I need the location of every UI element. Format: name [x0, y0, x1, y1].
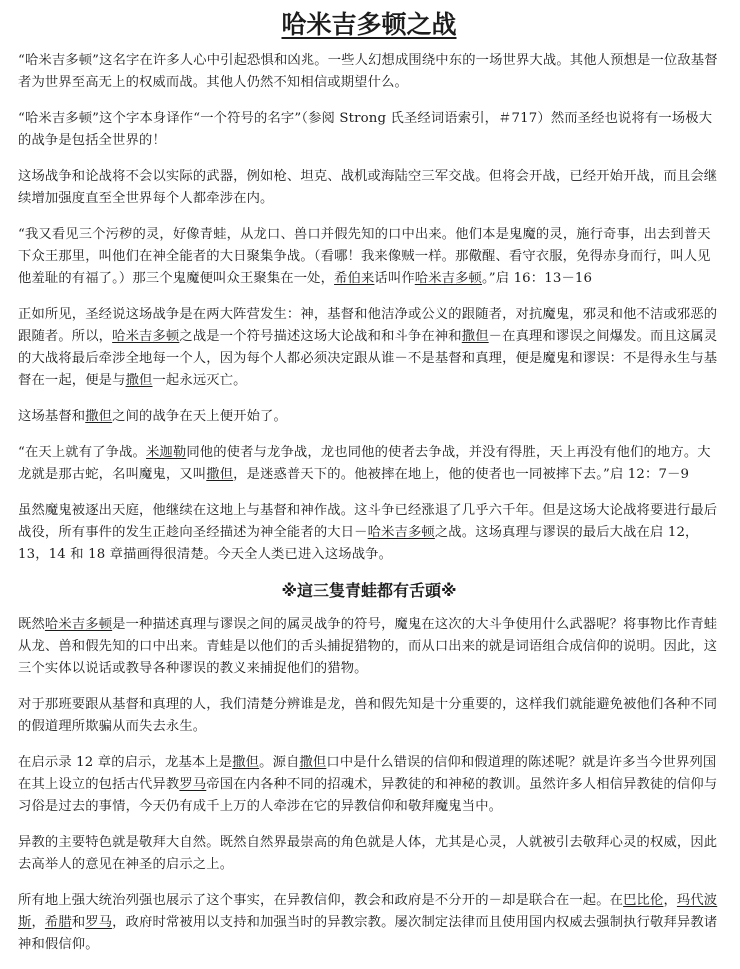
- underlined-term: 玛代波斯: [18, 893, 718, 930]
- paragraph-text: 之间的战争在天上便开始了。: [112, 409, 287, 424]
- paragraph-text: 口中是什么错误的信仰和假道理的陈述呢？就是许多当今世界列国在其上设立的包括古代异教: [18, 755, 717, 792]
- paragraph-text: 帝国在内各种不同的招魂术，异教徒的和神秘的教训。虽然许多人相信异教徒的信仰与习俗是过去的事情，今天仍有成千上万的人牵涉在它的异教信仰和敬拜魔鬼当中。: [18, 777, 718, 814]
- paragraph-text: 是一种描述真理与谬误之间的属灵战争的符号，魔鬼在这次的大斗争使用什么武器呢？将事物比作青蛙从龙、兽和假先知的口中出来。青蛙是以他们的舌头捕捉猎物的，而从口出来的就是词语组合成信仰的说明。因此，这三个实体以说话或教导各种谬误的教义来捕捉他们的猎物。: [18, 617, 718, 676]
- paragraph-text: 同他的使者与龙争战，龙也同他的使者去争战，并没有得胜，天上再没有他们的地方。大龙就是那古蛇，名叫魔鬼，又叫: [18, 445, 711, 482]
- paragraph-8: [18, 500, 720, 566]
- underlined-term: 撒但: [461, 329, 489, 344]
- underlined-term: 巴比伦: [623, 893, 664, 908]
- paragraph-text: 对于那班要跟从基督和真理的人，我们清楚分辨谁是龙，兽和假先知是十分重要的，这样我们就能避免被他们各种不同的假道理所欺骗从而失去永生。: [18, 697, 718, 734]
- paragraph-text: 在启示录 12 章的启示，龙基本上是: [18, 755, 233, 770]
- paragraph-text: 。源自: [259, 755, 300, 770]
- paragraph-3: [18, 166, 720, 210]
- underlined-term: 罗马: [85, 915, 113, 930]
- paragraph-text: 之战。这场真理与谬误的最后大战在启 12，13，14 和 18 章描画得很清楚。今天全人类已进入这场战争。: [18, 525, 699, 562]
- paragraph-2: [18, 108, 720, 152]
- paragraph-text: 之战是一个符号描述这场大论战和和斗争在神和: [179, 329, 462, 344]
- paragraph-11: [18, 752, 720, 818]
- paragraph-4: [18, 224, 720, 290]
- paragraph-text: ，是迷惑普天下的。他被摔在地上，他的使者也一同被摔下去。”启 12：7－9: [233, 467, 690, 482]
- paragraph-text: 异教的主要特色就是敬拜大自然。既然自然界最崇高的角色就是人体，尤其是心灵，人就被引去敬拜心灵的权威，因此去高举人的意见在神圣的启示之上。: [18, 835, 718, 872]
- underlined-term: 撒但: [206, 467, 234, 482]
- paragraph-text: 话叫作: [374, 271, 415, 286]
- section-subtitle: ※這三隻青蛙都有舌頭※: [281, 581, 457, 600]
- underlined-term: 撒但: [85, 409, 113, 424]
- paragraph-text: 虽然魔鬼被逐出天庭，他继续在这地上与基督和神作战。这斗争已经涨退了几乎六千年。但是这场大论战将要进行最后战役，所有事件的发生正趁向圣经描述为神全能者的大日－: [18, 503, 718, 540]
- paragraph-text: 这场战争和论战将不会以实际的武器，例如枪、坦克、战机或海陆空三军交战。但将会开战，已经开始开战，而且会继续增加强度直至全世界每个人都牵涉在内。: [18, 169, 718, 206]
- paragraph-text: ，: [31, 915, 45, 930]
- paragraph-9: [18, 614, 720, 680]
- underlined-term: 哈米吉多顿: [414, 271, 482, 286]
- underlined-term: 撒但: [299, 755, 327, 770]
- underlined-term: 希腊: [44, 915, 72, 930]
- underlined-term: 希伯来: [334, 271, 375, 286]
- paragraph-text: ，: [663, 893, 677, 908]
- underlined-term: 罗马: [179, 777, 207, 792]
- document-body: [18, 50, 720, 956]
- paragraph-6: [18, 406, 720, 428]
- page-title: 哈米吉多顿之战: [281, 10, 457, 39]
- paragraph-text: 一起永远灭亡。: [152, 373, 247, 388]
- paragraph-13: [18, 890, 720, 956]
- underlined-term: 哈米吉多顿: [367, 525, 435, 540]
- paragraph-10: [18, 694, 720, 738]
- paragraph-text: 这场基督和: [18, 409, 86, 424]
- paragraph-text: 既然: [18, 617, 45, 632]
- paragraph-5: [18, 304, 720, 392]
- paragraph-text: －在真理和谬误之间爆发。而且这属灵的大战将最后牵涉全地每一个人，因为每个人都必须决定跟从谁－不是基督和真理，便是魔鬼和谬误：不是得永生与基督在一起，便是与: [18, 329, 718, 388]
- paragraph-text: “哈米吉多顿”这个字本身译作“一个符号的名字”（参阅 Strong 氏圣经词语索引，＃717）然而圣经也说将有一场极大的战争是包括全世界的！: [18, 111, 713, 148]
- underlined-term: 哈米吉多顿: [112, 329, 180, 344]
- underlined-term: 撒但: [125, 373, 153, 388]
- paragraph-text: 所有地上强大统治列强也展示了这个事实，在异教信仰，教会和政府是不分开的－却是联合在一起。在: [18, 893, 624, 908]
- underlined-term: 哈米吉多顿: [44, 617, 113, 632]
- paragraph-12: [18, 832, 720, 876]
- paragraph-text: “我又看见三个污秽的灵，好像青蛙，从龙口、兽口并假先知的口中出来。他们本是鬼魔的灵，施行奇事，出去到普天下众王那里，叫他们在神全能者的大日聚集争战。（看哪！我来像贼一样。那儆醒、看守衣服，免得赤身而行，叫人见他羞耻的有福了。）那三个鬼魔便叫众王聚集在一处，: [18, 227, 711, 286]
- paragraph-text: 正如所见，圣经说这场战争是在两大阵营发生：神，基督和他洁净或公义的跟随者，对抗魔鬼，邪灵和他不洁或邪恶的跟随者。所以，: [18, 307, 718, 344]
- paragraph-text: “在天上就有了争战。: [18, 445, 146, 460]
- paragraph-text: 和: [71, 915, 86, 930]
- paragraph-text: “哈米吉多顿”这名字在许多人心中引起恐惧和凶兆。一些人幻想成围绕中东的一场世界大战。其他人预想是一位敌基督者为世界至高无上的权威而战。其他人仍然不知相信或期望什么。: [18, 53, 718, 90]
- underlined-term: 米迦勒: [145, 445, 187, 460]
- underlined-term: 撒但: [232, 755, 260, 770]
- paragraph-text: ，政府时常被用以支持和加强当时的异教宗教。屡次制定法律而且使用国内权威去强制执行敬拜异教诸神和假信仰。: [18, 915, 718, 952]
- paragraph-text: 。”启 16：13－16: [482, 271, 593, 286]
- paragraph-7: [18, 442, 720, 486]
- paragraph-1: [18, 50, 720, 94]
